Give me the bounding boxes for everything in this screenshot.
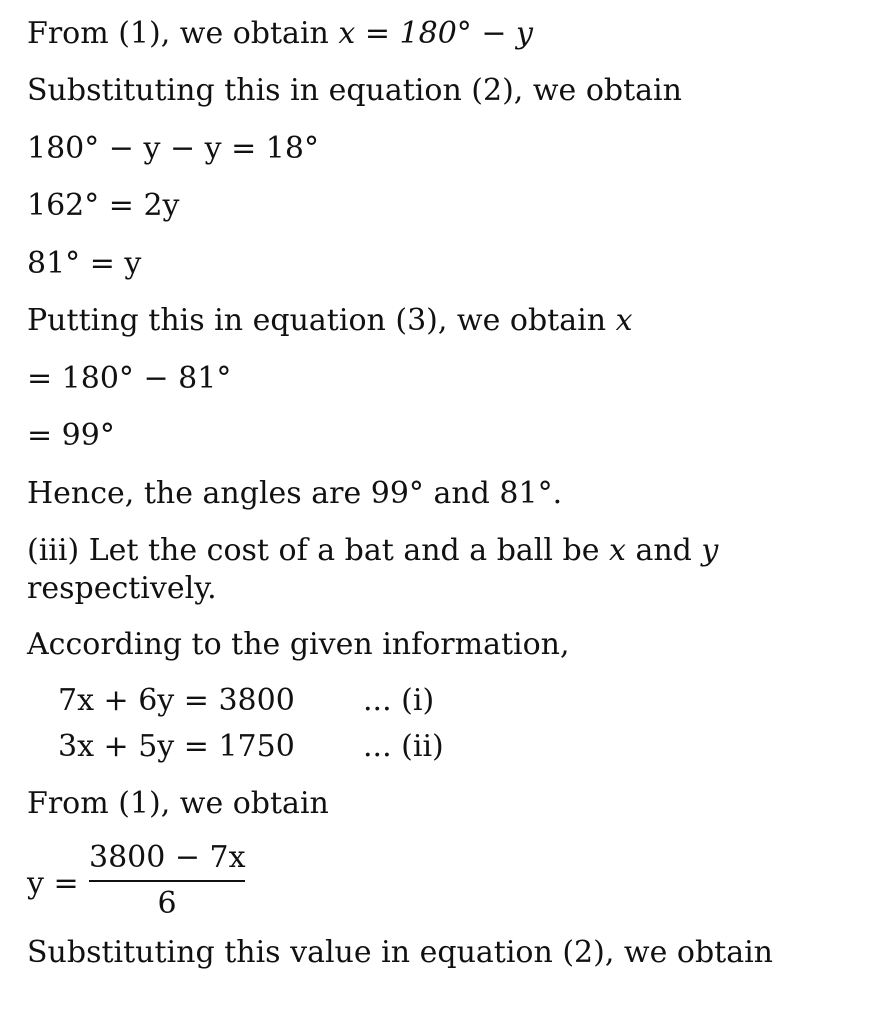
line-according xyxy=(27,627,570,663)
variable-x: x xyxy=(609,533,626,568)
math-expression: 3x + 5y = 1750 xyxy=(58,729,295,764)
fraction-numerator: 3800 − 7x xyxy=(89,840,246,875)
line-equation-a xyxy=(27,131,319,167)
line-text: Substituting this value in equation (2), we obtain xyxy=(27,935,774,970)
fraction-equation xyxy=(27,840,267,922)
variable-x: x xyxy=(615,303,633,338)
math-expression: 162° = 2y xyxy=(27,188,180,223)
math-expression: = 180° − 81° xyxy=(27,361,232,396)
fraction-lhs: y = xyxy=(27,866,79,901)
math-expression: x = 180° − y xyxy=(338,16,533,51)
line-conclusion xyxy=(27,476,562,512)
math-expression: 81° = y xyxy=(27,246,142,281)
variable-y: y xyxy=(701,533,719,568)
line-substituting xyxy=(27,73,682,109)
line-equation-b xyxy=(27,188,180,224)
line-equation-c xyxy=(27,246,141,282)
line-equation-e xyxy=(27,418,115,454)
math-expression: = 99° xyxy=(27,418,115,453)
line-text: Hence, the angles are 99° and 81°. xyxy=(27,476,563,511)
equation-tag: ... (ii) xyxy=(363,729,444,764)
fraction-denominator: 6 xyxy=(157,886,177,921)
equation-tag: ... (i) xyxy=(363,683,435,718)
line-text: Substituting this in equation (2), we obtain xyxy=(27,73,682,108)
line-text: respectively. xyxy=(27,571,217,606)
line-putting xyxy=(27,303,632,339)
math-expression: 180° − y − y = 18° xyxy=(27,131,319,166)
equation-row-i xyxy=(58,683,435,719)
fraction-bar xyxy=(89,880,245,882)
math-expression: 7x + 6y = 3800 xyxy=(58,683,295,718)
line-text: From (1), we obtain xyxy=(27,786,329,821)
line-from-1 xyxy=(27,16,533,52)
line-text: and xyxy=(625,533,702,568)
line-text: (iii) Let the cost of a bat and a ball be xyxy=(27,533,609,568)
line-text: Putting this in equation (3), we obtain xyxy=(27,303,616,338)
line-text: According to the given information, xyxy=(27,627,570,662)
line-part-iii xyxy=(27,533,718,569)
line-from-1-again xyxy=(27,786,329,822)
equation-row-ii xyxy=(58,729,444,765)
line-equation-d xyxy=(27,361,231,397)
line-text: From (1), we obtain xyxy=(27,16,339,51)
line-respectively xyxy=(27,571,217,607)
line-substituting-value xyxy=(27,935,773,971)
